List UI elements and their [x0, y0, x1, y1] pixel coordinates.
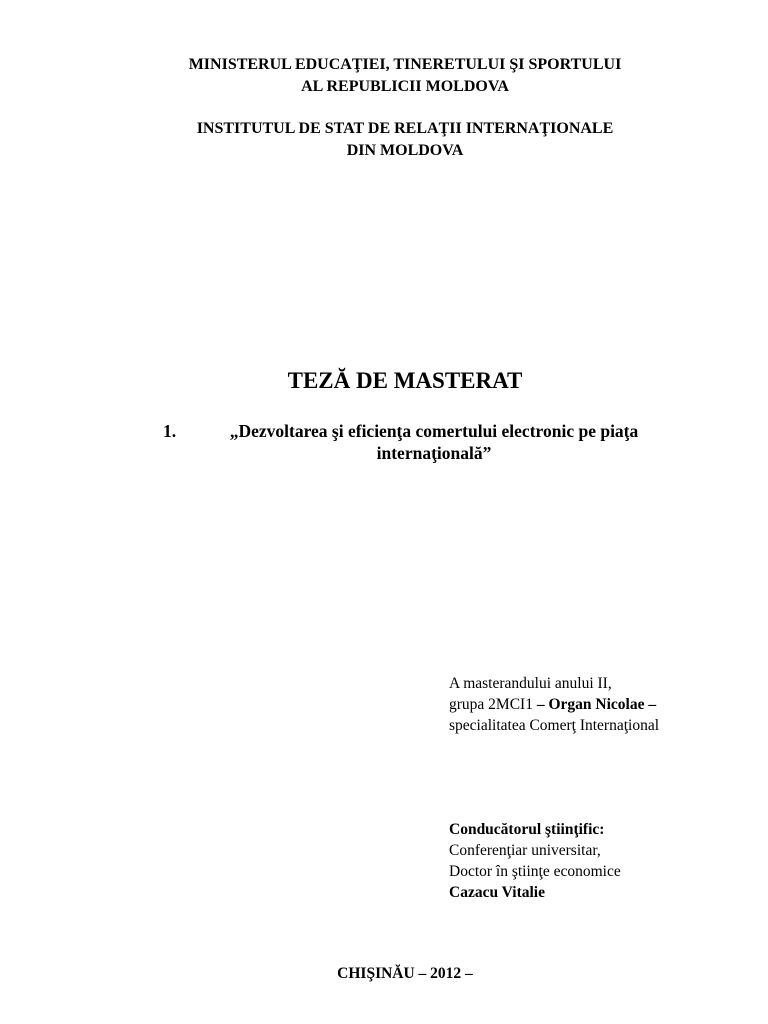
student-year-line: A masterandului anului II, — [449, 675, 612, 692]
supervisor-name: Cazacu Vitalie — [449, 884, 545, 901]
supervisor-heading: Conducătorul ştiinţific: — [449, 821, 605, 838]
supervisor-title-1: Conferenţiar universitar, — [449, 842, 601, 859]
institute-name-line-1: INSTITUTUL DE STAT DE RELAŢII INTERNAŢIONALE — [196, 120, 614, 137]
supervisor-title-2: Doctor în ştiinţe economice — [449, 863, 621, 880]
thesis-type-heading: TEZĂ DE MASTERAT — [287, 368, 523, 393]
student-group-line — [449, 694, 659, 715]
student-group: grupa 2MCI1 — [449, 696, 537, 713]
thesis-title-line-1: „Dezvoltarea şi eficienţa comertului electronic pe piaţa — [229, 421, 639, 441]
student-specialty: specialitatea Comerţ Internaţional — [449, 717, 660, 734]
thesis-title-number: 1. — [163, 421, 177, 441]
thesis-title-line-2: internaţională” — [376, 443, 492, 463]
ministry-name-line-1: MINISTERUL EDUCAŢIEI, TINERETULUI ŞI SPORTULUI — [188, 56, 622, 73]
thesis-title — [185, 420, 683, 464]
student-name: – Organ Nicolae – — [536, 696, 657, 713]
supervisor-info-block — [449, 819, 621, 903]
ministry-name-line-2: AL REPUBLICII MOLDOVA — [301, 78, 509, 95]
institute-name-line-2: DIN MOLDOVA — [346, 142, 464, 159]
student-info-block — [449, 673, 659, 736]
footer-city-year: CHIŞINĂU – 2012 – — [337, 965, 473, 982]
